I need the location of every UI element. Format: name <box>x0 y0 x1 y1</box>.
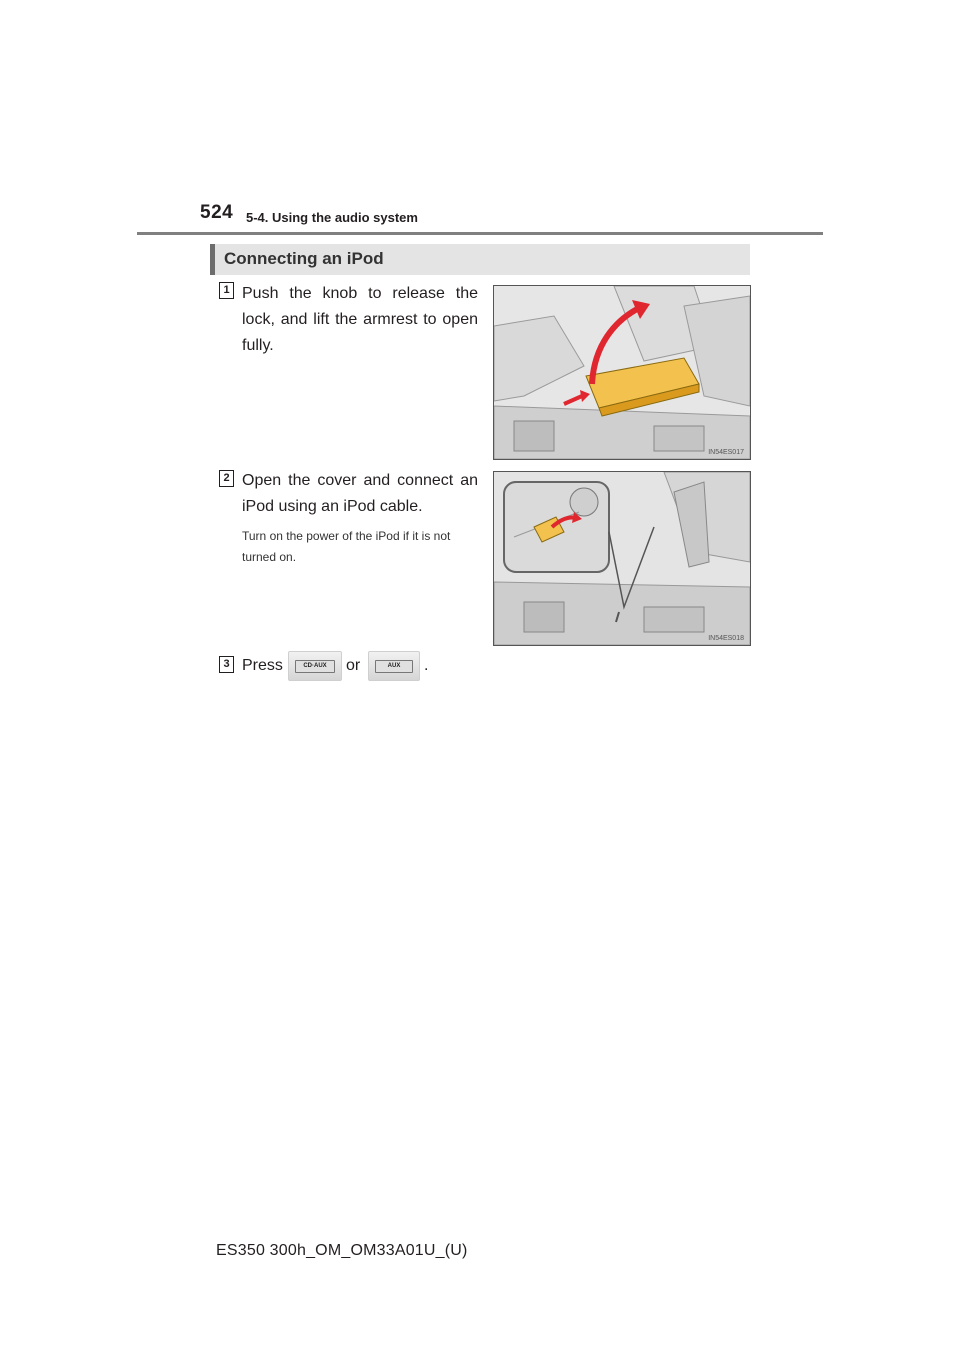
cd-aux-button-label: CD·AUX <box>295 660 335 673</box>
footer-doc-code: ES350 300h_OM_OM33A01U_(U) <box>216 1242 468 1259</box>
aux-button-image <box>368 651 420 681</box>
step-2-note: Turn on the power of the iPod if it is not turned on. <box>242 529 451 564</box>
heading-text: Connecting an iPod <box>224 249 384 268</box>
or-label: or <box>346 657 361 674</box>
figure-ipod-connector <box>493 471 751 646</box>
step-number-3: 3 <box>219 656 234 673</box>
press-label: Press <box>242 657 283 674</box>
figure-code-1: IN54ES017 <box>708 449 744 456</box>
connector-illustration <box>494 472 750 645</box>
heading-accent <box>210 244 215 275</box>
figure-code-2: IN54ES018 <box>708 635 744 642</box>
cd-aux-button-image <box>288 651 342 681</box>
period: . <box>424 657 429 674</box>
figure-armrest <box>493 285 751 460</box>
armrest-illustration <box>494 286 750 459</box>
section-heading <box>210 244 750 275</box>
step-number-2: 2 <box>219 470 234 487</box>
section-title: 5-4. Using the audio system <box>246 210 418 225</box>
step-2-text: Open the cover and connect an iPod using an iPod cable. <box>242 472 478 515</box>
aux-button-label: AUX <box>375 660 413 673</box>
page-number: 524 <box>200 202 234 223</box>
step-number-1: 1 <box>219 282 234 299</box>
header-rule <box>137 232 823 235</box>
step-1-text: Push the knob to release the lock, and lift the armrest to open fully. <box>242 285 478 354</box>
